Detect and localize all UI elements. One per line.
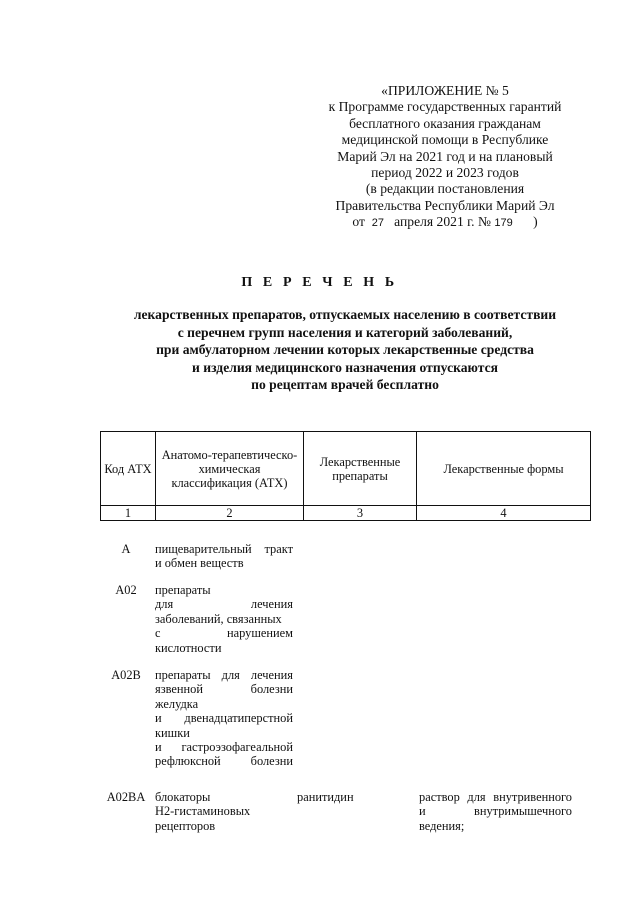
header-num: 3 <box>304 506 417 521</box>
date-prefix: от <box>352 214 365 230</box>
date-day: 27 <box>371 217 384 230</box>
dosage-form <box>419 790 572 833</box>
table-header <box>100 431 591 521</box>
appendix-line: Правительства Республики Марий Эл <box>335 197 555 213</box>
header-num: 1 <box>101 506 156 521</box>
classification-line: рецепторов <box>155 818 216 833</box>
atc-classification <box>155 668 293 769</box>
classification-line: препараты <box>155 583 211 597</box>
appendix-date-line <box>300 214 590 231</box>
date-close: ) <box>533 214 538 230</box>
subtitle-line: по рецептам врачей бесплатно <box>251 377 439 393</box>
classification-line: для лечения <box>155 597 293 612</box>
header-col-drugs: Лекарственные препараты <box>304 432 417 506</box>
decree-number: 179 <box>494 217 513 230</box>
form-line: раствор для внутривенного <box>419 790 572 804</box>
subtitle-line: лекарственных препаратов, отпускаемых населению в соответствии <box>133 307 557 322</box>
appendix-line: Марий Эл на 2021 год и на плановый <box>337 148 553 164</box>
classification-line: пищеварительный тракт <box>155 542 293 556</box>
subtitle-line: с перечнем групп населения и категорий заболеваний, <box>177 324 513 340</box>
atc-code: A02BA <box>106 790 146 804</box>
classification-line: препараты для лечения <box>155 668 293 682</box>
classification-line: желудка <box>155 696 199 711</box>
classification-line: язвенной болезни <box>155 682 293 697</box>
header-col-forms: Лекарственные формы <box>417 432 591 506</box>
date-month-year: апреля 2021 г. № <box>394 214 491 230</box>
classification-line: кишки <box>155 725 190 740</box>
classification-line: и обмен веществ <box>155 556 244 571</box>
classification-line: кислотности <box>155 640 222 655</box>
classification-line: с нарушением <box>155 626 293 641</box>
atc-classification <box>155 790 293 833</box>
classification-line: и гастроэзофагеальной <box>155 740 293 755</box>
appendix-line: период 2022 и 2023 годов <box>371 165 519 181</box>
header-num: 2 <box>156 506 304 521</box>
appendix-header <box>300 83 590 232</box>
appendix-line: к Программе государственных гарантий <box>328 99 562 115</box>
appendix-line: бесплатного оказания гражданам <box>349 115 541 131</box>
drug-name: ранитидин <box>297 790 354 804</box>
classification-line: рефлюксной болезни <box>155 754 293 769</box>
form-line: ведения; <box>419 818 465 833</box>
subtitle-line: при амбулаторном лечении которых лекарственные средства <box>156 342 534 358</box>
atc-code: А <box>121 542 131 556</box>
atc-classification <box>155 542 293 571</box>
document-subtitle <box>90 306 600 394</box>
atc-code: A02B <box>111 668 141 682</box>
document-title: П Е Р Е Ч Е Н Ь <box>241 275 398 290</box>
appendix-line: «ПРИЛОЖЕНИЕ № 5 <box>381 83 509 98</box>
header-num: 4 <box>417 506 591 521</box>
atc-code: A02 <box>115 583 137 597</box>
classification-line: Н2-гистаминовых <box>155 804 251 819</box>
form-line: и внутримышечного <box>419 804 572 819</box>
header-col-classification: Анатомо-терапевтическо-химическая классификация (АТХ) <box>156 432 304 506</box>
appendix-line: медицинской помощи в Республике <box>341 132 549 148</box>
subtitle-line: и изделия медицинского назначения отпускаются <box>192 359 498 375</box>
classification-line: и двенадцатиперстной <box>155 711 293 726</box>
atc-classification <box>155 583 293 655</box>
appendix-line: (в редакции постановления <box>365 181 525 197</box>
header-col-code: Код АТХ <box>101 432 156 506</box>
classification-line: заболеваний, связанных <box>155 611 282 626</box>
classification-line: блокаторы <box>155 790 211 804</box>
